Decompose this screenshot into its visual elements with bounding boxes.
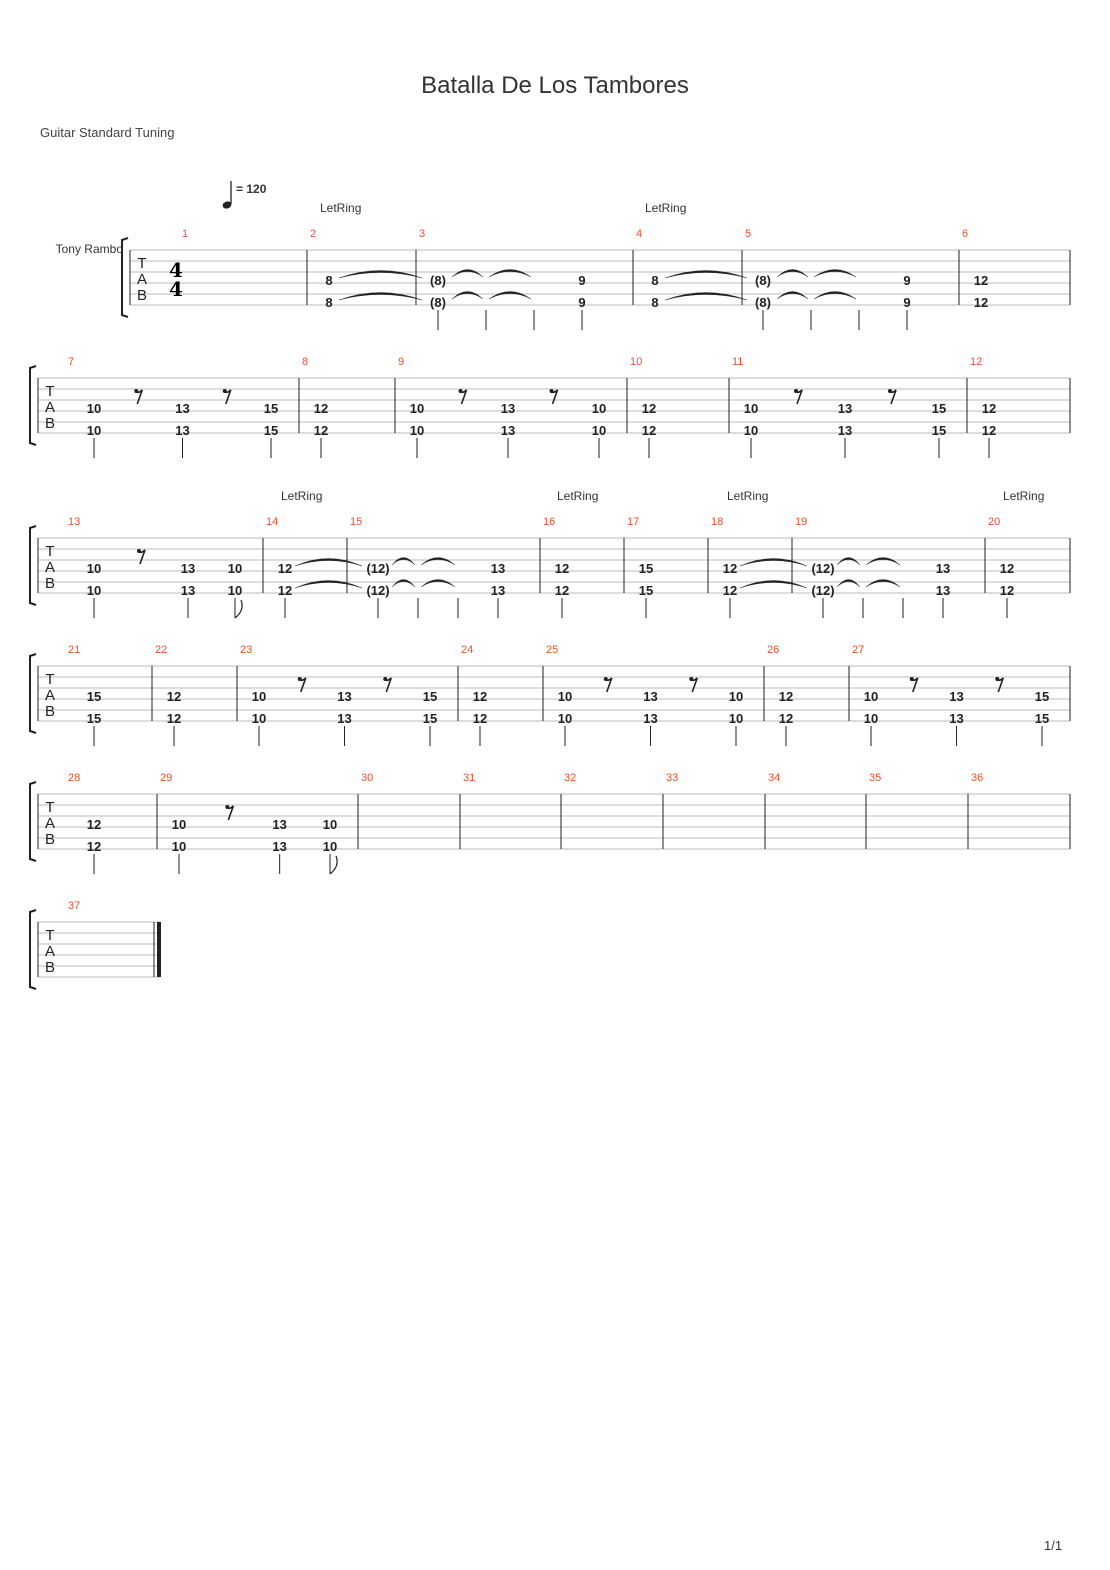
eighth-rest-dot — [794, 389, 798, 393]
fret-number-upper: 10 — [863, 689, 879, 704]
fret-number-upper: 15 — [422, 689, 438, 704]
tab-clef-letter: B — [44, 959, 56, 976]
tab-clef-letter: B — [44, 575, 56, 592]
fret-number-upper: 8 — [651, 273, 659, 288]
tie-arc — [777, 270, 808, 278]
eighth-rest-dot — [383, 677, 387, 681]
measure-number: 19 — [795, 516, 808, 528]
fret-number-upper: (8) — [755, 273, 771, 288]
fret-number-upper: 13 — [643, 689, 658, 704]
fret-number-lower: 12 — [166, 711, 182, 726]
measure-number: 6 — [962, 228, 969, 240]
fret-number-upper: 12 — [554, 561, 570, 576]
measure-number: 17 — [627, 516, 640, 528]
measure-number: 16 — [543, 516, 556, 528]
fret-number-lower: 10 — [557, 711, 573, 726]
time-signature-denominator: 4 — [169, 277, 183, 301]
fret-number-lower: 10 — [409, 423, 425, 438]
measure-number: 25 — [546, 644, 559, 656]
tab-clef-letter: A — [44, 815, 56, 832]
eighth-rest-dot — [225, 805, 229, 809]
fret-number-lower: 13 — [180, 583, 196, 598]
fret-number-lower: 13 — [337, 711, 352, 726]
fret-number-lower: 12 — [999, 583, 1015, 598]
fret-number-lower: 10 — [251, 711, 267, 726]
fret-number-lower: 13 — [500, 423, 516, 438]
fret-number-upper: 10 — [557, 689, 573, 704]
fret-number-lower: 15 — [1034, 711, 1050, 726]
fret-number-lower: 15 — [422, 711, 438, 726]
fret-number-lower: 12 — [277, 583, 293, 598]
let-ring-label: LetRing — [645, 201, 687, 215]
measure-number: 9 — [398, 356, 405, 368]
fret-number-lower: 10 — [322, 839, 338, 854]
fret-number-lower: (12) — [366, 583, 390, 598]
tab-clef-letter: T — [45, 543, 55, 560]
tie-arc — [777, 292, 808, 300]
fret-number-upper: 10 — [86, 561, 102, 576]
fret-number-lower: 10 — [591, 423, 607, 438]
fret-number-lower: 13 — [837, 423, 853, 438]
tie-arc — [814, 270, 856, 278]
fret-number-upper: 13 — [837, 401, 853, 416]
fret-number-upper: 10 — [251, 689, 267, 704]
fret-number-lower: 13 — [643, 711, 658, 726]
let-ring-label: LetRing — [281, 489, 323, 503]
fret-number-upper: 13 — [490, 561, 506, 576]
measure-number: 18 — [711, 516, 724, 528]
eighth-rest-dot — [298, 677, 302, 681]
tab-clef-letter: A — [44, 559, 56, 576]
system-bracket — [30, 782, 36, 861]
measure-number: 24 — [461, 644, 474, 656]
fret-number-lower: 12 — [722, 583, 738, 598]
tab-clef-letter: T — [45, 383, 55, 400]
fret-number-upper: 12 — [641, 401, 657, 416]
measure-number: 1 — [182, 228, 189, 240]
fret-number-upper: 10 — [322, 817, 338, 832]
fret-number-upper: 13 — [500, 401, 516, 416]
system-bracket — [30, 526, 36, 605]
fret-number-upper: 10 — [86, 401, 102, 416]
fret-number-upper: 15 — [638, 561, 654, 576]
eighth-flag — [330, 856, 337, 874]
measure-number: 31 — [463, 772, 476, 784]
measure-number: 34 — [768, 772, 781, 784]
eighth-flag — [235, 600, 242, 618]
fret-number-upper: 10 — [743, 401, 759, 416]
fret-number-lower: 13 — [949, 711, 964, 726]
measure-number: 10 — [630, 356, 643, 368]
fret-number-upper: (12) — [811, 561, 835, 576]
measure-number: 15 — [350, 516, 363, 528]
fret-number-upper: 13 — [180, 561, 196, 576]
eighth-rest-dot — [604, 677, 608, 681]
tab-clef-letter: A — [136, 271, 148, 288]
system-bracket — [30, 910, 36, 989]
eighth-rest-dot — [888, 389, 892, 393]
fret-number-lower: 15 — [931, 423, 947, 438]
fret-number-lower: (8) — [755, 295, 771, 310]
let-ring-label: LetRing — [1003, 489, 1045, 503]
tie-arc — [392, 580, 415, 588]
measure-number: 23 — [240, 644, 253, 656]
let-ring-label: LetRing — [557, 489, 599, 503]
measure-number: 4 — [636, 228, 643, 240]
fret-number-lower: 10 — [227, 583, 243, 598]
fret-number-lower: 13 — [490, 583, 506, 598]
fret-number-upper: 12 — [722, 561, 738, 576]
fret-number-upper: 10 — [409, 401, 425, 416]
fret-number-lower: 12 — [554, 583, 570, 598]
measure-number: 2 — [310, 228, 317, 240]
measure-number: 11 — [732, 356, 744, 368]
tab-clef-letter: B — [136, 287, 148, 304]
tie-arc — [452, 292, 483, 300]
measure-number: 32 — [564, 772, 577, 784]
fret-number-upper: 13 — [272, 817, 287, 832]
eighth-rest-dot — [223, 389, 227, 393]
eighth-rest-dot — [995, 677, 999, 681]
fret-number-upper: 12 — [313, 401, 329, 416]
track-name: Tony Rambo — [55, 242, 123, 256]
tie-arc — [421, 558, 455, 566]
fret-number-lower: 10 — [863, 711, 879, 726]
tab-clef-letter: T — [137, 255, 147, 272]
fret-number-lower: 13 — [272, 839, 287, 854]
system-bracket — [30, 366, 36, 445]
fret-number-lower: 12 — [973, 295, 989, 310]
fret-number-upper: 12 — [778, 689, 794, 704]
eighth-rest-dot — [910, 677, 914, 681]
fret-number-upper: 12 — [999, 561, 1015, 576]
measure-number: 3 — [419, 228, 426, 240]
tab-clef-letter: B — [44, 703, 56, 720]
fret-number-upper: 15 — [931, 401, 947, 416]
system-bracket — [30, 654, 36, 733]
let-ring-label: LetRing — [320, 201, 362, 215]
fret-number-lower: 12 — [313, 423, 329, 438]
fret-number-upper: 10 — [227, 561, 243, 576]
time-signature-numerator: 4 — [169, 258, 183, 282]
fret-number-upper: 13 — [949, 689, 964, 704]
eighth-rest-dot — [550, 389, 554, 393]
measure-number: 5 — [745, 228, 752, 240]
fret-number-upper: 8 — [325, 273, 333, 288]
fret-number-upper: 15 — [1034, 689, 1050, 704]
tab-clef-letter: A — [44, 399, 56, 416]
fret-number-upper: 12 — [277, 561, 293, 576]
fret-number-lower: (12) — [811, 583, 835, 598]
tie-arc — [866, 558, 900, 566]
fret-number-upper: 13 — [935, 561, 951, 576]
measure-number: 22 — [155, 644, 168, 656]
fret-number-upper: 12 — [166, 689, 182, 704]
fret-number-lower: 15 — [86, 711, 102, 726]
fret-number-lower: 8 — [325, 295, 333, 310]
final-barline-thick — [157, 922, 161, 977]
tie-arc — [866, 580, 900, 588]
eighth-rest-dot — [689, 677, 693, 681]
tab-clef-letter: A — [44, 687, 56, 704]
fret-number-upper: 10 — [728, 689, 744, 704]
eighth-rest-dot — [134, 389, 138, 393]
fret-number-lower: 10 — [86, 423, 102, 438]
fret-number-upper: 13 — [175, 401, 190, 416]
let-ring-label: LetRing — [727, 489, 769, 503]
fret-number-lower: (8) — [430, 295, 446, 310]
measure-number: 30 — [361, 772, 374, 784]
measure-number: 27 — [852, 644, 865, 656]
measure-number: 8 — [302, 356, 309, 368]
fret-number-lower: 10 — [171, 839, 187, 854]
tie-arc — [421, 580, 455, 588]
measure-number: 37 — [68, 900, 81, 912]
tie-arc — [452, 270, 483, 278]
fret-number-upper: 12 — [981, 401, 997, 416]
tie-arc — [837, 558, 860, 566]
tab-clef-letter: B — [44, 831, 56, 848]
fret-number-upper: 12 — [86, 817, 102, 832]
measure-number: 12 — [970, 356, 983, 368]
tab-clef-letter: T — [45, 799, 55, 816]
fret-number-upper: 10 — [591, 401, 607, 416]
fret-number-lower: 9 — [903, 295, 911, 310]
tie-arc — [814, 292, 856, 300]
fret-number-lower: 10 — [743, 423, 759, 438]
fret-number-upper: 13 — [337, 689, 352, 704]
fret-number-lower: 12 — [778, 711, 794, 726]
fret-number-lower: 12 — [641, 423, 657, 438]
song-title: Batalla De Los Tambores — [421, 72, 689, 99]
tab-clef-letter: T — [45, 927, 55, 944]
fret-number-upper: 15 — [86, 689, 102, 704]
fret-number-lower: 12 — [981, 423, 997, 438]
measure-number: 14 — [266, 516, 279, 528]
fret-number-lower: 15 — [638, 583, 654, 598]
tie-arc — [489, 270, 531, 278]
fret-number-lower: 10 — [728, 711, 744, 726]
measure-number: 35 — [869, 772, 882, 784]
page-number: 1/1 — [1044, 1538, 1063, 1553]
measure-number: 28 — [68, 772, 81, 784]
fret-number-upper: (12) — [366, 561, 390, 576]
measure-number: 20 — [988, 516, 1001, 528]
eighth-rest-dot — [459, 389, 463, 393]
fret-number-upper: (8) — [430, 273, 446, 288]
fret-number-upper: 12 — [472, 689, 488, 704]
fret-number-upper: 12 — [973, 273, 989, 288]
tuning-label: Guitar Standard Tuning — [40, 125, 175, 140]
measure-number: 33 — [666, 772, 679, 784]
fret-number-upper: 15 — [263, 401, 279, 416]
fret-number-lower: 8 — [651, 295, 659, 310]
tie-arc — [489, 292, 531, 300]
measure-number: 26 — [767, 644, 780, 656]
fret-number-lower: 13 — [935, 583, 951, 598]
fret-number-lower: 15 — [263, 423, 279, 438]
tempo-marking: = 120 — [236, 182, 267, 196]
measure-number: 13 — [68, 516, 81, 528]
fret-number-lower: 13 — [175, 423, 190, 438]
tie-arc — [837, 580, 860, 588]
fret-number-lower: 9 — [578, 295, 586, 310]
tab-clef-letter: T — [45, 671, 55, 688]
tab-clef-letter: A — [44, 943, 56, 960]
tab-clef-letter: B — [44, 415, 56, 432]
fret-number-upper: 9 — [903, 273, 911, 288]
fret-number-lower: 12 — [472, 711, 488, 726]
fret-number-upper: 9 — [578, 273, 586, 288]
fret-number-lower: 10 — [86, 583, 102, 598]
tie-arc — [392, 558, 415, 566]
eighth-rest-dot — [137, 549, 141, 553]
fret-number-lower: 12 — [86, 839, 102, 854]
measure-number: 29 — [160, 772, 173, 784]
measure-number: 36 — [971, 772, 984, 784]
measure-number: 21 — [68, 644, 81, 656]
fret-number-upper: 10 — [171, 817, 187, 832]
measure-number: 7 — [68, 356, 75, 368]
